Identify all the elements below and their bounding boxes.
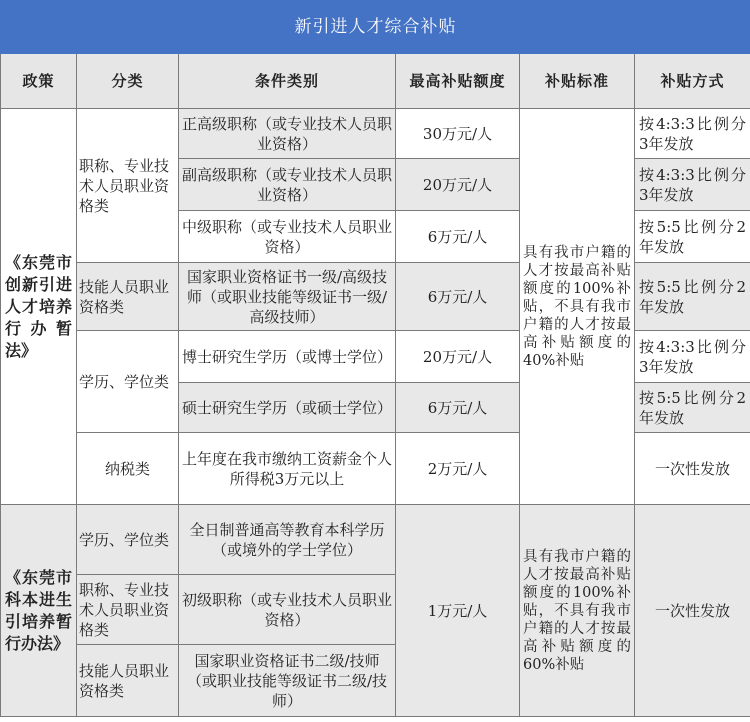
standard-cell: 具有我市户籍的人才按最高补贴额度的100%补贴，不具有我市户籍的人才按最高补贴额度的60%补贴 [520,505,635,717]
amount-cell: 30万元/人 [396,109,520,159]
method-cell: 一次性发放 [635,505,750,717]
header-category: 分类 [77,54,179,109]
condition-cell: 全日制普通高等教育本科学历（或境外的学士学位） [179,505,396,575]
table-row [1,433,750,505]
amount-cell: 1万元/人 [396,505,520,717]
table-row [1,505,750,575]
category-cell: 技能人员职业资格类 [77,645,179,717]
header-max-subsidy: 最高补贴额度 [396,54,520,109]
condition-cell: 国家职业资格证书二级/技师（或职业技能等级证书二级/技师） [179,645,396,717]
amount-cell: 20万元/人 [396,159,520,211]
amount-cell: 6万元/人 [396,211,520,263]
category-cell: 学历、学位类 [77,505,179,575]
title-row [1,1,750,54]
method-cell: 按4:3:3比例分3年发放 [635,331,750,383]
condition-cell: 博士研究生学历（或博士学位） [179,331,396,383]
header-method: 补贴方式 [635,54,750,109]
table-row [1,263,750,331]
policy-cell: 《东莞市创新引进人才培养行办暂法》 [1,109,77,505]
category-cell: 学历、学位类 [77,331,179,433]
amount-cell: 6万元/人 [396,263,520,331]
header-row [1,54,750,109]
condition-cell: 正高级职称（或专业技术人员职业资格） [179,109,396,159]
header-policy: 政策 [1,54,77,109]
method-cell: 按4:3:3比例分3年发放 [635,109,750,159]
table-row [1,331,750,383]
table-title: 新引进人才综合补贴 [1,1,750,54]
method-cell: 按5:5比例分2年发放 [635,263,750,331]
condition-cell: 初级职称（或专业技术人员职业资格） [179,575,396,645]
condition-cell: 国家职业资格证书一级/高级技师（或职业技能等级证书一级/高级技师） [179,263,396,331]
method-cell: 按5:5比例分2年发放 [635,383,750,433]
method-cell: 一次性发放 [635,433,750,505]
category-cell: 职称、专业技术人员职业资格类 [77,575,179,645]
amount-cell: 6万元/人 [396,383,520,433]
condition-cell: 上年度在我市缴纳工资薪金个人所得税3万元以上 [179,433,396,505]
category-cell: 技能人员职业资格类 [77,263,179,331]
header-standard: 补贴标准 [520,54,635,109]
amount-cell: 20万元/人 [396,331,520,383]
header-condition: 条件类别 [179,54,396,109]
condition-cell: 副高级职称（或专业技术人员职业资格） [179,159,396,211]
method-cell: 按4:3:3比例分3年发放 [635,159,750,211]
amount-cell: 2万元/人 [396,433,520,505]
category-cell: 纳税类 [77,433,179,505]
policy-cell: 《东莞市科本进生引培养暂行办法》 [1,505,77,717]
standard-cell: 具有我市户籍的人才按最高补贴额度的100%补贴，不具有我市户籍的人才按最高补贴额度的40%补贴 [520,109,635,505]
condition-cell: 硕士研究生学历（或硕士学位） [179,383,396,433]
condition-cell: 中级职称（或专业技术人员职业资格） [179,211,396,263]
method-cell: 按5:5比例分2年发放 [635,211,750,263]
category-cell: 职称、专业技术人员职业资格类 [77,109,179,263]
table-row [1,109,750,159]
